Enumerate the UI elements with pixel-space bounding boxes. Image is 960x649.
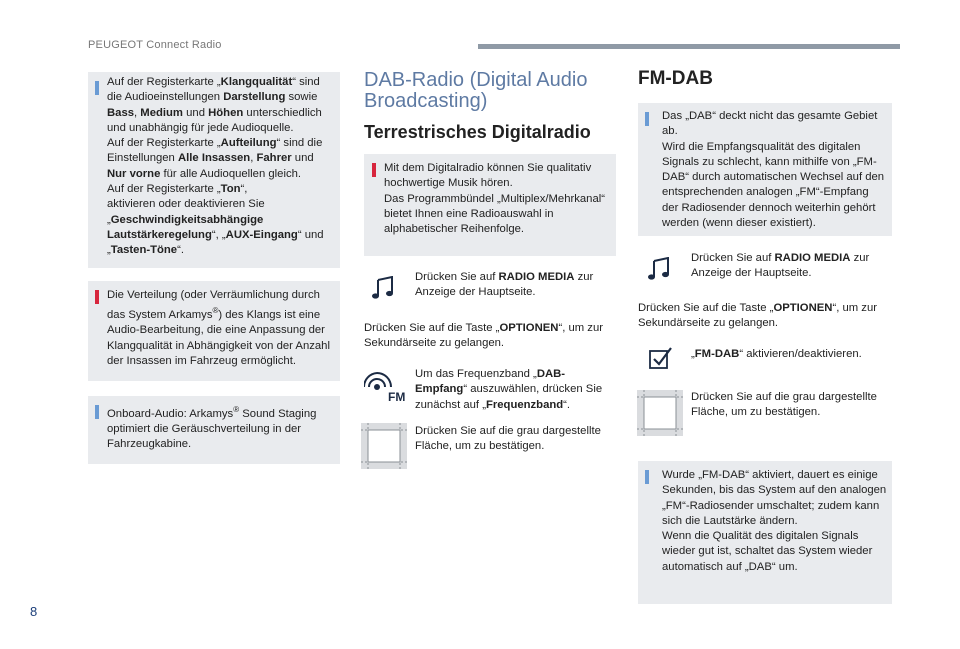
- header-divider-bar: [478, 44, 900, 49]
- page-number: 8: [30, 604, 38, 619]
- section-title-fm-dab: FM-DAB: [638, 68, 713, 89]
- info-marker-icon: [645, 470, 649, 484]
- section-title-dab-radio: DAB-Radio (Digital Audio Broadcasting): [364, 69, 588, 112]
- info-text-sound-settings: Auf der Registerkarte „Klangqualität“ sind die Audioeinstellungen Darstellung sowie Bass, Medium und Höhen unterschiedlich und unabhängig für jede Audioquelle. Auf der Registerkarte „Aufteilung“ sind die Einstellungen Alle Insassen, Fahrer und Nur vorne für alle Audioquellen gleich. Auf der Registerkarte „Ton“, aktivieren oder deaktivieren Sie „Geschwindigkeitsabhängige Lautstärkeregelung“, „AUX-Eingang“ und „Tasten-Töne“.: [107, 76, 324, 257]
- fm-radio-icon: [364, 366, 408, 406]
- info-text-fm-dab-switch: Wurde „FM-DAB“ aktiviert, dauert es einige Sekunden, bis das System auf den analogen „FM“-Radiosender umschaltet; zudem kann sich die Lautstärke ändern. Wenn die Qualität des digitalen Signals wieder gut ist, schaltet das System wieder automatisch auf „DAB“ um.: [662, 469, 887, 573]
- warning-marker-icon: [372, 163, 376, 177]
- info-marker-icon: [95, 81, 99, 95]
- step-text-fm-dab-toggle: „FM-DAB“ aktivieren/deaktivieren.: [691, 348, 862, 360]
- warning-text-sound-distribution: Die Verteilung (oder Verräumlichung durch das System Arkamys®) des Klangs ist eine Audio-Bearbeitung, die eine Anpassung der Klangqualität in Abhängigkeit von der Anzahl der Insassen im Fahrzeug ermöglicht.: [107, 289, 330, 367]
- step-text-options-fm: Drücken Sie auf die Taste „OPTIONEN“, um zur Sekundärseite zu gelangen.: [638, 302, 878, 330]
- step-text-confirm: Drücken Sie auf die grau dargestellte Fläche, um zu bestätigen.: [415, 425, 601, 453]
- info-marker-icon: [645, 112, 649, 126]
- warning-text-digital-radio: Mit dem Digitalradio können Sie qualitativ hochwertige Musik hören. Das Programmbündel „Multiplex/Mehrkanal“ bietet Ihnen eine Radioauswahl in alphabetischer Reihenfolge.: [384, 162, 606, 236]
- info-marker-icon: [95, 405, 99, 419]
- step-text-confirm-fm: Drücken Sie auf die grau dargestellte Fläche, um zu bestätigen.: [691, 391, 877, 419]
- music-note-icon: [646, 257, 674, 281]
- warning-marker-icon: [95, 290, 99, 304]
- document-header-title: PEUGEOT Connect Radio: [88, 39, 222, 51]
- step-text-radio-media: Drücken Sie auf RADIO MEDIA zur Anzeige der Hauptseite.: [415, 271, 594, 299]
- info-text-onboard-audio: Onboard-Audio: Arkamys® Sound Staging optimiert die Geräuschverteilung in der Fahrzeugkabine.: [107, 405, 317, 451]
- step-text-dab-band: Um das Frequenzband „DAB- Empfang“ auszuwählen, drücken Sie zunächst auf „Frequenzband“.: [415, 368, 603, 411]
- grey-area-icon: [361, 423, 407, 469]
- info-text-dab-coverage: Das „DAB“ deckt nicht das gesamte Gebiet ab. Wird die Empfangsqualität des digitalen Signals zu schlecht, kann mithilfe von „FM- DAB“ durch automatischen Wechsel auf den entsprechenden analogen „FM“-Empfang der Radiosender dennoch weiterhin gehört werden (wenn dieser existiert).: [662, 110, 885, 230]
- music-note-icon: [370, 276, 398, 300]
- subsection-title-terrestrial-digital-radio: Terrestrisches Digitalradio: [364, 122, 591, 142]
- step-text-radio-media-fm: Drücken Sie auf RADIO MEDIA zur Anzeige der Hauptseite.: [691, 252, 870, 280]
- grey-area-icon: [637, 390, 683, 436]
- fm-radio-icon-label: FM: [388, 390, 406, 404]
- checkbox-check-icon: [649, 346, 675, 370]
- step-text-options: Drücken Sie auf die Taste „OPTIONEN“, um zur Sekundärseite zu gelangen.: [364, 322, 604, 350]
